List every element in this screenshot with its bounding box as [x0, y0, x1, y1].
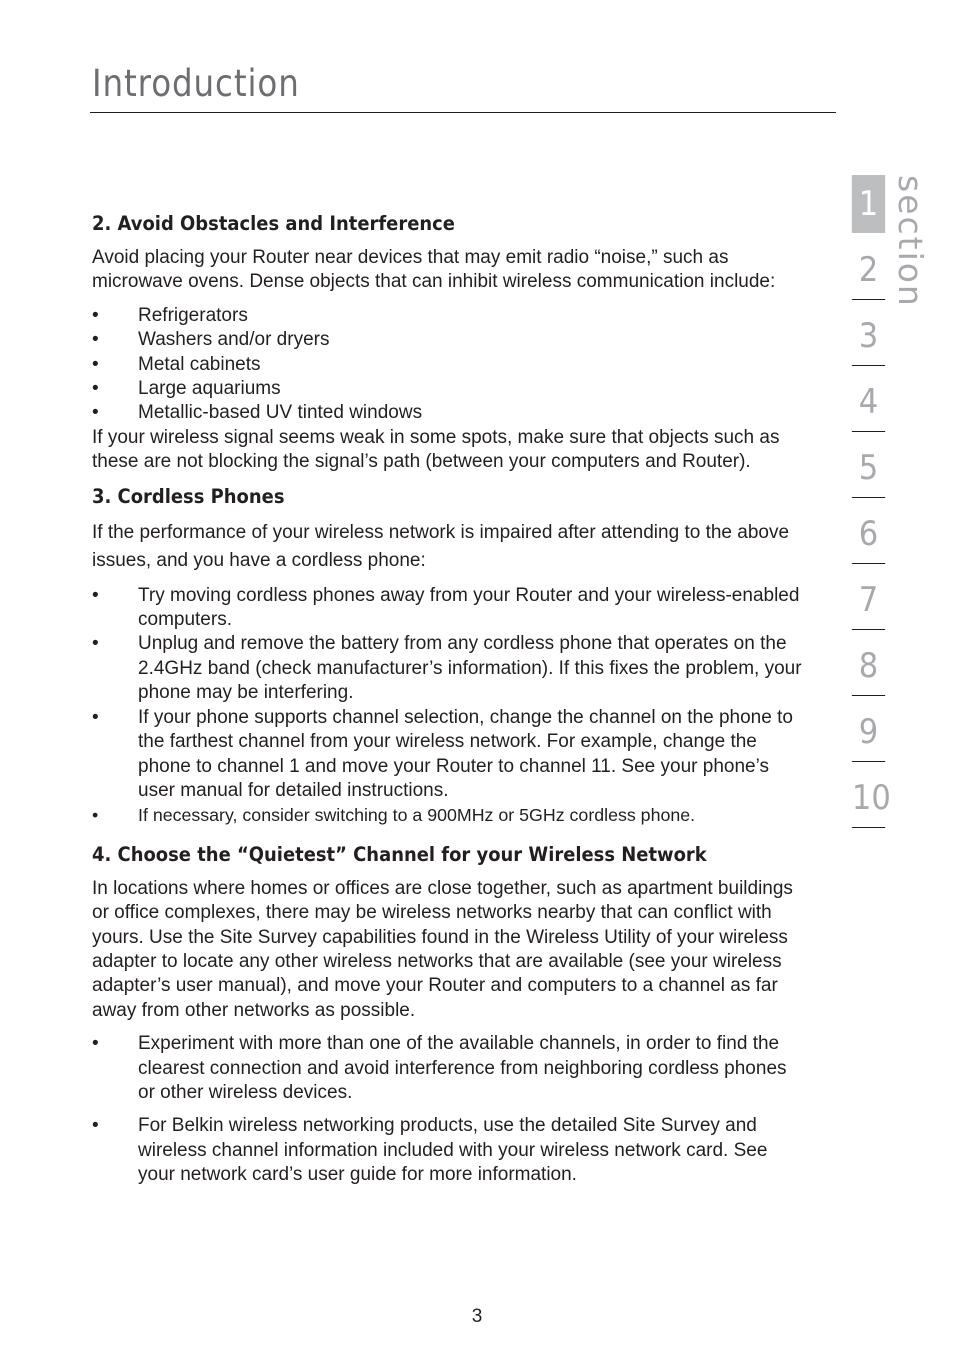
- section-tab-8[interactable]: 8: [852, 637, 885, 696]
- list-item: • Metal cabinets: [92, 353, 804, 377]
- channel-intro: In locations where homes or offices are close together, such as apartment buildings or office complexes, there may be wireless networks nearby that can conflict with yours. Use the Site Survey capabilities found in the Wireless Utility of your wireless adapter to locate any other wireless networks that are available (see your wireless adapter’s user manual), and move your Router and computers to a channel as far away from other networks as possible.: [92, 877, 793, 1021]
- obstacles-list: [92, 304, 804, 426]
- list-item: • Refrigerators: [92, 304, 804, 328]
- channel-list: [92, 1032, 804, 1187]
- section-label: section: [891, 175, 930, 308]
- list-item: • If necessary, consider switching to a 900MHz or 5GHz cordless phone.: [92, 803, 804, 827]
- list-item: • Try moving cordless phones away from your Router and your wireless-enabled computers.: [92, 584, 804, 633]
- section-tab-5[interactable]: 5: [852, 439, 885, 498]
- list-item: • If your phone supports channel selection, change the channel on the phone to the farthest channel from your wireless network. For example, change the phone to channel 1 and move your Router to channel 11. See your phone’s user manual for detailed instructions.: [92, 706, 804, 804]
- section-tab-6[interactable]: 6: [852, 505, 885, 564]
- section-tab-1[interactable]: 1: [852, 175, 885, 233]
- main-content: [92, 211, 804, 1188]
- section-tab-7[interactable]: 7: [852, 571, 885, 630]
- phones-heading: 3. Cordless Phones: [92, 484, 285, 508]
- list-item: • Large aquariums: [92, 377, 804, 401]
- obstacles-intro: Avoid placing your Router near devices that may emit radio “noise,” such as microwave ovens. Dense objects that can inhibit wireless communication include:: [92, 247, 776, 293]
- obstacles-outro: If your wireless signal seems weak in some spots, make sure that objects such as these are not blocking the signal’s path (between your computers and Router).: [92, 426, 780, 473]
- section-tab-9[interactable]: 9: [852, 703, 885, 762]
- list-item: • Unplug and remove the battery from any cordless phone that operates on the 2.4GHz band (check manufacturer’s information). If this fixes the problem, your phone may be interfering.: [92, 632, 804, 705]
- phones-intro: If the performance of your wireless network is impaired after attending to the above issues, and you have a cordless phone:: [92, 521, 790, 571]
- list-item: • Experiment with more than one of the available channels, in order to find the clearest connection and avoid interference from neighboring cordless phones or other wireless devices.: [92, 1032, 804, 1105]
- channel-heading: 4. Choose the “Quietest” Channel for your Wireless Network: [92, 842, 707, 866]
- title-divider: [90, 112, 836, 113]
- section-tab-10[interactable]: 10: [852, 769, 885, 828]
- phones-list: [92, 584, 804, 828]
- list-item: • Washers and/or dryers: [92, 328, 804, 352]
- section-tab-2[interactable]: 2: [852, 241, 885, 300]
- page-title: Introduction: [92, 62, 300, 105]
- page-number: 3: [471, 1306, 483, 1327]
- list-item: • Metallic-based UV tinted windows: [92, 401, 804, 425]
- obstacles-heading: 2. Avoid Obstacles and Interference: [92, 212, 455, 235]
- section-tab-3[interactable]: 3: [852, 307, 885, 366]
- list-item: • For Belkin wireless networking products, use the detailed Site Survey and wireless channel information included with your wireless network card. See your network card’s user guide for more information.: [92, 1114, 804, 1187]
- section-tab-4[interactable]: 4: [852, 373, 885, 432]
